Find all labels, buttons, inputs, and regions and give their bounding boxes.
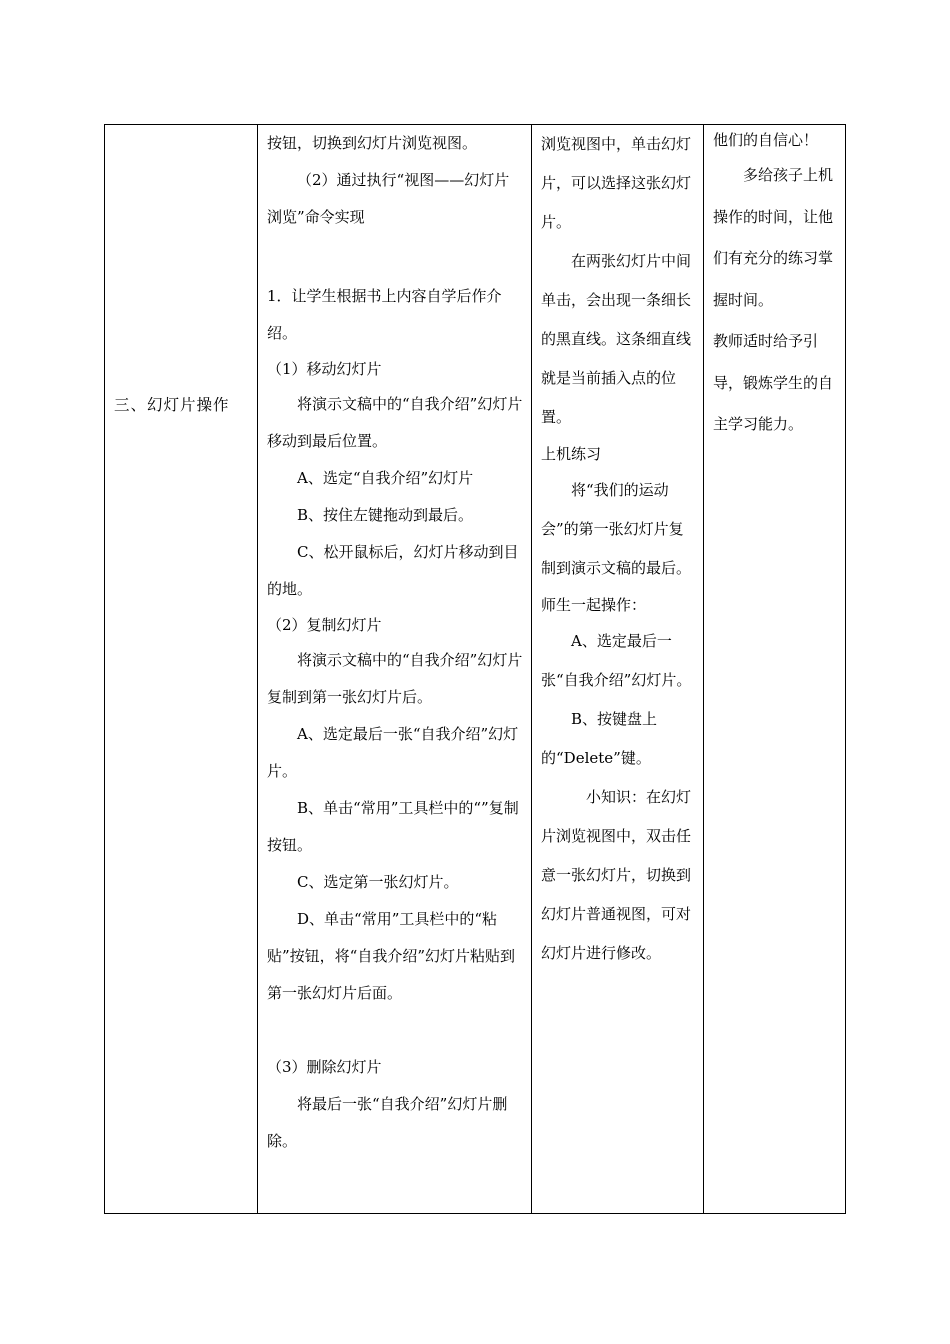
- content-line: B、单击“常用”工具栏中的“”复制按钮。: [267, 799, 519, 854]
- content-line: C、选定第一张幻灯片。: [297, 873, 459, 891]
- content-line: 浏览视图中，单击幻灯片，可以选择这张幻灯片。: [541, 135, 692, 231]
- lesson-table: [104, 124, 846, 1214]
- subheading: （1）移动幻灯片: [267, 360, 382, 378]
- teaching-content-column: [257, 125, 531, 1213]
- content-line: 将最后一张“自我介绍”幻灯片删除。: [267, 1095, 508, 1150]
- content-line: C、松开鼠标后，幻灯片移动到目的地。: [267, 543, 519, 598]
- subheading: 上机练习: [541, 445, 602, 463]
- student-activity-column: [531, 125, 703, 1213]
- content-line: 将演示文稿中的“自我介绍”幻灯片复制到第一张幻灯片后。: [267, 651, 523, 706]
- content-line: （2）通过执行“视图——幻灯片浏览”命令实现: [267, 171, 510, 226]
- content-line: A、选定最后一张“自我介绍”幻灯片。: [541, 632, 692, 689]
- content-line: 将演示文稿中的“自我介绍”幻灯片移动到最后位置。: [267, 395, 523, 450]
- content-line: 在两张幻灯片中间单击，会出现一条细长的黑直线。这条细直线就是当前插入点的位置。: [541, 252, 692, 426]
- subheading: （2）复制幻灯片: [267, 616, 382, 634]
- content-line: 教师适时给予引导，锻炼学生的自主学习能力。: [713, 332, 834, 433]
- design-intent-column: [703, 125, 845, 1213]
- content-line: 师生一起操作：: [541, 596, 647, 614]
- content-line: 将“我们的运动会”的第一张幻灯片复制到演示文稿的最后。: [541, 481, 692, 577]
- content-line: D、单击“常用”工具栏中的“粘贴”按钮，将“自我介绍”幻灯片粘贴到第一张幻灯片后面。: [267, 910, 516, 1002]
- content-line: A、选定“自我介绍”幻灯片: [297, 469, 474, 487]
- content-line: 1．让学生根据书上内容自学后作介绍。: [267, 287, 502, 342]
- section-title: 三、幻灯片操作: [114, 396, 230, 414]
- content-line: 按钮，切换到幻灯片浏览视图。: [267, 134, 478, 152]
- subheading: （3）删除幻灯片: [267, 1058, 382, 1076]
- content-line: A、选定最后一张“自我介绍”幻灯片。: [267, 725, 519, 780]
- section-column: [105, 125, 257, 1213]
- content-line: 多给孩子上机操作的时间，让他们有充分的练习掌握时间。: [713, 166, 834, 309]
- content-line: 小知识：在幻灯片浏览视图中，双击任意一张幻灯片，切换到幻灯片普通视图，可对幻灯片进行修改。: [541, 788, 692, 962]
- content-line: B、按键盘上的“Delete”键。: [541, 710, 658, 767]
- content-line: 他们的自信心！: [713, 131, 819, 149]
- content-line: B、按住左键拖动到最后。: [297, 506, 474, 524]
